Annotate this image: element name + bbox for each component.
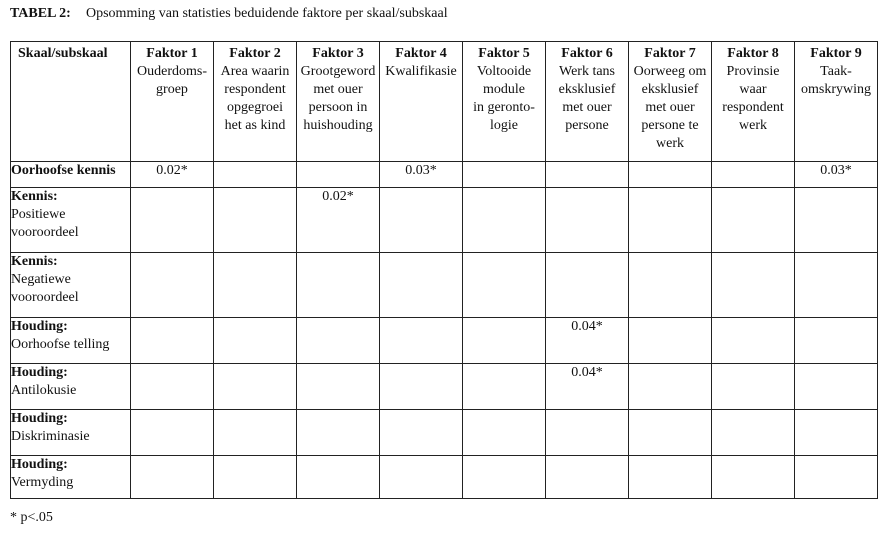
table-row (11, 410, 878, 456)
row-subtitle: Antilokusie (11, 383, 77, 398)
column-header (131, 42, 214, 162)
row-label (11, 188, 131, 253)
table-cell (214, 253, 297, 318)
table-cell (131, 253, 214, 318)
table-cell: 0.04* (546, 318, 629, 364)
column-description: Taak- omskrywing (801, 64, 871, 97)
table-cell (380, 253, 463, 318)
table-title: Opsomming van statisties beduidende faktore per skaal/subskaal (86, 6, 448, 21)
table-cell (795, 364, 878, 410)
table-cell (712, 410, 795, 456)
table-cell: 0.02* (131, 162, 214, 188)
column-header (629, 42, 712, 162)
table-cell (380, 410, 463, 456)
table-cell (131, 188, 214, 253)
table-row (11, 188, 878, 253)
table-cell (297, 318, 380, 364)
table-row (11, 364, 878, 410)
row-title: Houding: (11, 319, 68, 334)
column-header (214, 42, 297, 162)
table-cell (712, 318, 795, 364)
table-cell (297, 253, 380, 318)
table-cell: 0.04* (546, 364, 629, 410)
table-cell (546, 456, 629, 499)
table-cell (463, 318, 546, 364)
table-cell (629, 162, 712, 188)
table-cell (131, 410, 214, 456)
row-title: Oorhoofse kennis (11, 163, 116, 178)
row-label (11, 410, 131, 456)
column-header (297, 42, 380, 162)
column-description: Provinsie waar respondent werk (722, 64, 784, 133)
table-cell (629, 188, 712, 253)
column-label: Faktor 5 (478, 46, 530, 61)
row-title: Houding: (11, 411, 68, 426)
table-cell (214, 162, 297, 188)
row-title: Kennis: (11, 254, 58, 269)
table-cell (214, 318, 297, 364)
column-label: Faktor 2 (229, 46, 281, 61)
table-cell (463, 364, 546, 410)
table-cell (214, 364, 297, 410)
row-label (11, 456, 131, 499)
table-cell (214, 188, 297, 253)
table-cell (214, 456, 297, 499)
column-description: Grootgeword met ouer persoon in huishouding (300, 64, 376, 133)
table-row (11, 456, 878, 499)
table-number: TABEL 2: (10, 6, 71, 21)
table-cell: 0.03* (795, 162, 878, 188)
column-label: Faktor 1 (146, 46, 198, 61)
table-cell (629, 456, 712, 499)
column-header (795, 42, 878, 162)
table-cell (712, 364, 795, 410)
table-cell (463, 162, 546, 188)
row-label (11, 318, 131, 364)
table-row (11, 318, 878, 364)
column-description: Werk tans eksklusief met ouer persone (558, 64, 616, 133)
column-header (546, 42, 629, 162)
table-cell (463, 410, 546, 456)
row-title: Kennis: (11, 189, 58, 204)
row-label (11, 364, 131, 410)
row-subtitle: Positiewe vooroordeel (11, 207, 79, 240)
table-cell (629, 318, 712, 364)
table-cell (297, 162, 380, 188)
column-label: Faktor 6 (561, 46, 613, 61)
table-cell (629, 364, 712, 410)
row-label (11, 162, 131, 188)
table-cell (380, 318, 463, 364)
table-cell (629, 253, 712, 318)
table-cell (629, 410, 712, 456)
table-cell (297, 364, 380, 410)
table-row (11, 253, 878, 318)
table-cell (712, 456, 795, 499)
row-title: Houding: (11, 365, 68, 380)
row-title: Houding: (11, 457, 68, 472)
table-cell (795, 410, 878, 456)
table-cell: 0.03* (380, 162, 463, 188)
column-label: Faktor 9 (810, 46, 862, 61)
column-description: Kwalifikasie (385, 64, 457, 79)
column-header (463, 42, 546, 162)
table-cell (546, 188, 629, 253)
row-subtitle: Oorhoofse telling (11, 337, 110, 352)
table-cell (297, 456, 380, 499)
column-description: Voltooide module in geronto- logie (473, 64, 535, 133)
table-cell (795, 253, 878, 318)
table-cell (795, 456, 878, 499)
table-cell (546, 162, 629, 188)
row-subtitle: Negatiewe vooroordeel (11, 272, 79, 305)
column-label: Faktor 3 (312, 46, 364, 61)
table-cell (712, 188, 795, 253)
column-label: Faktor 7 (644, 46, 696, 61)
table-cell (546, 253, 629, 318)
table-cell (214, 410, 297, 456)
table-row (11, 162, 878, 188)
column-label: Faktor 8 (727, 46, 779, 61)
table-cell (380, 364, 463, 410)
corner-header: Skaal/subskaal (11, 42, 131, 162)
column-description: Area waarin respondent opgegroei het as kind (220, 64, 290, 133)
column-description: Oorweeg om eksklusief met ouer persone te werk (633, 64, 707, 151)
table-cell (380, 456, 463, 499)
table-caption (10, 5, 448, 23)
table-cell (795, 318, 878, 364)
row-subtitle: Vermyding (11, 475, 74, 490)
table-body (11, 162, 878, 499)
row-subtitle: Diskriminasie (11, 429, 90, 444)
table-cell (380, 188, 463, 253)
table-cell (546, 410, 629, 456)
column-header (380, 42, 463, 162)
table-cell (463, 253, 546, 318)
statistics-table (10, 41, 878, 499)
table-cell (712, 253, 795, 318)
column-description: Ouderdoms- groep (137, 64, 207, 97)
table-cell (131, 318, 214, 364)
table-cell: 0.02* (297, 188, 380, 253)
column-header (712, 42, 795, 162)
table-cell (712, 162, 795, 188)
header-row (11, 42, 878, 162)
table-cell (297, 410, 380, 456)
column-label: Faktor 4 (395, 46, 447, 61)
footnote: * p<.05 (10, 510, 53, 525)
table-cell (463, 188, 546, 253)
table-cell (131, 364, 214, 410)
table-cell (131, 456, 214, 499)
table-cell (795, 188, 878, 253)
table-cell (463, 456, 546, 499)
row-label (11, 253, 131, 318)
